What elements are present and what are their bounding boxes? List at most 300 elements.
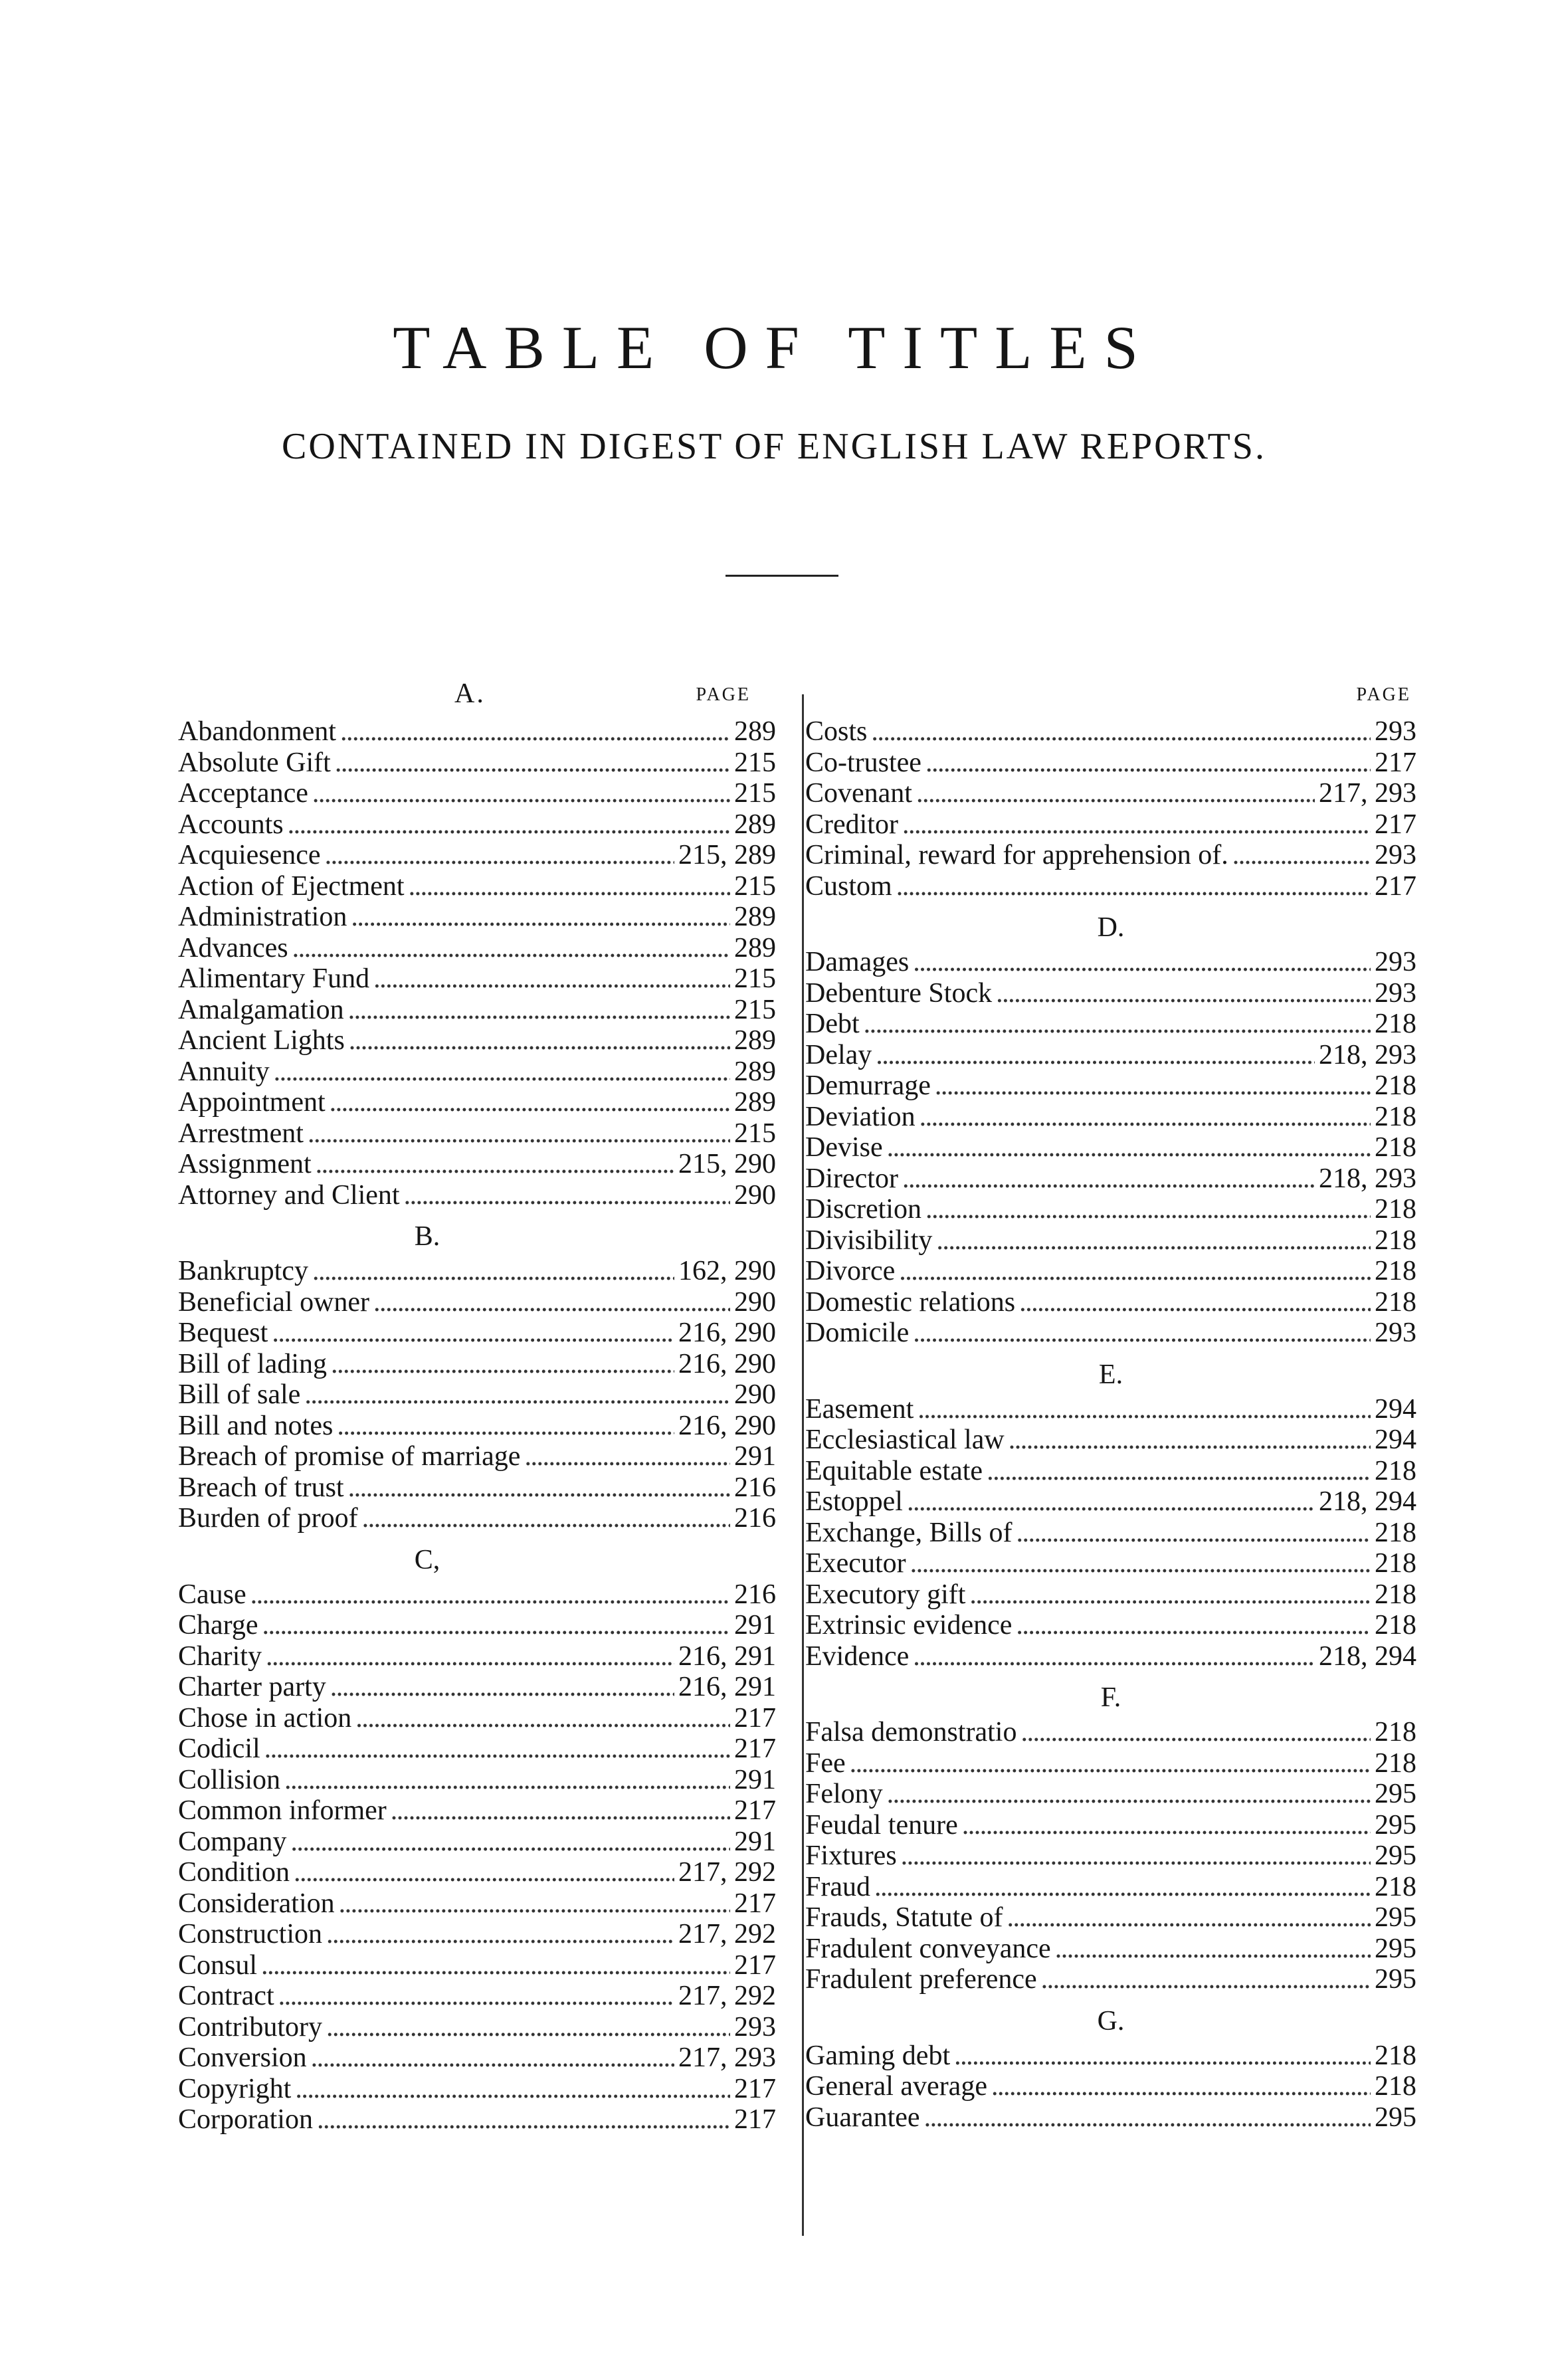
entry-page: 216, 290 [678, 1348, 776, 1379]
entry-title: Domestic relations [805, 1286, 1016, 1318]
entry-title: Action of Ejectment [178, 870, 405, 902]
entry-title: Consideration [178, 1888, 335, 1919]
entry-title: Condition [178, 1857, 290, 1888]
entry-page: 295 [1375, 1902, 1416, 1933]
entry-page: 218, 294 [1319, 1640, 1416, 1672]
entry-title: Ancient Lights [178, 1025, 345, 1056]
index-entry [178, 1472, 776, 1504]
index-entry [805, 978, 1416, 1009]
dot-leader [391, 1795, 730, 1827]
index-entry [178, 1919, 776, 1950]
entry-page: 216, 290 [678, 1318, 776, 1348]
dot-leader [954, 2040, 1371, 2072]
entry-title: Delay [805, 1039, 872, 1070]
entry-title: Creditor [805, 809, 898, 840]
index-entry [805, 1548, 1416, 1579]
entry-title: Acquiesence [178, 840, 321, 870]
entry-title: Contributory [178, 2011, 322, 2042]
entry-title: Charge [178, 1610, 258, 1640]
dot-leader [308, 1118, 730, 1149]
entry-page: 218 [1375, 1225, 1416, 1256]
entry-page: 294 [1375, 1393, 1416, 1425]
left-page-header [178, 678, 776, 716]
index-entry [805, 778, 1416, 809]
index-entry [178, 1287, 776, 1318]
dot-leader [261, 1950, 730, 1981]
entry-page: 291 [734, 1441, 776, 1472]
dot-leader [294, 1857, 674, 1888]
index-entry [805, 1810, 1416, 1841]
index-entry [805, 871, 1416, 902]
index-entry [178, 1256, 776, 1287]
entry-page: 290 [734, 1286, 776, 1318]
dot-leader [925, 1194, 1371, 1225]
entry-page: 295 [1375, 1809, 1416, 1840]
index-entry [805, 1194, 1416, 1225]
entry-page: 289 [734, 1025, 776, 1056]
entry-page: 289 [734, 932, 776, 963]
entry-title: Arrestment [178, 1118, 304, 1149]
dot-leader [925, 747, 1371, 779]
entry-title: Estoppel [805, 1486, 903, 1517]
entry-page: 289 [734, 716, 776, 747]
index-entry [805, 1102, 1416, 1133]
dot-leader [326, 1919, 674, 1950]
entry-page: 216 [734, 1503, 776, 1534]
index-entry [178, 933, 776, 964]
entry-page: 218 [1375, 2040, 1416, 2071]
entry-page: 218 [1375, 1717, 1416, 1747]
index-entry [805, 1225, 1416, 1256]
index-entry [805, 1518, 1416, 1549]
entry-title: Advances [178, 932, 288, 963]
entry-page: 216, 291 [678, 1672, 776, 1702]
entry-title: Guarantee [805, 2102, 920, 2133]
entry-title: Absolute Gift [178, 747, 331, 778]
dot-leader [348, 995, 730, 1026]
entry-page: 291 [734, 1764, 776, 1795]
dot-leader [913, 1318, 1371, 1349]
dot-leader [272, 1318, 674, 1349]
entry-page: 216 [734, 1579, 776, 1610]
index-entry [178, 747, 776, 779]
index-entry [805, 809, 1416, 841]
entry-title: Common informer [178, 1795, 387, 1826]
dot-leader [337, 1411, 674, 1442]
entry-title: Covenant [805, 778, 912, 809]
entry-page: 217 [734, 2073, 776, 2104]
index-entry [805, 1840, 1416, 1872]
dot-leader [991, 2071, 1371, 2102]
entry-page: 291 [734, 1610, 776, 1640]
dot-leader [524, 1441, 730, 1472]
index-entry [805, 1163, 1416, 1195]
entry-page: 293 [734, 2011, 776, 2042]
entry-title: Corporation [178, 2104, 313, 2135]
entry-page: 293 [1375, 977, 1416, 1009]
dot-leader [936, 1225, 1371, 1256]
entry-page: 289 [734, 1087, 776, 1118]
dot-leader [304, 1379, 730, 1411]
entry-page: 217 [734, 1795, 776, 1826]
index-entry [178, 902, 776, 933]
entry-page: 218, 293 [1319, 1163, 1416, 1194]
dot-leader [987, 1456, 1371, 1487]
entry-page: 215 [734, 994, 776, 1025]
entry-title: Conversion [178, 2042, 307, 2073]
index-entry [178, 1579, 776, 1611]
entry-page: 295 [1375, 1964, 1416, 1995]
dot-leader [330, 1672, 674, 1703]
entry-title: Acceptance [178, 778, 308, 809]
entry-title: Contract [178, 1981, 274, 2011]
dot-leader [339, 1888, 730, 1920]
dot-leader [913, 1641, 1315, 1672]
index-entry [178, 1149, 776, 1180]
entry-page: 294 [1375, 1425, 1416, 1455]
entry-page: 217 [734, 1702, 776, 1734]
entry-page: 217 [1375, 809, 1416, 840]
entry-page: 216 [734, 1472, 776, 1503]
entry-page: 218 [1375, 1101, 1416, 1132]
entry-page: 289 [734, 1056, 776, 1087]
entry-page: 217 [734, 1888, 776, 1919]
entry-page: 218 [1375, 1256, 1416, 1286]
dot-leader [850, 1748, 1371, 1779]
entry-title: Copyright [178, 2073, 292, 2104]
dot-leader [1055, 1934, 1371, 1965]
index-entry [805, 1425, 1416, 1456]
index-entry [805, 2102, 1416, 2133]
entry-page: 290 [734, 1179, 776, 1211]
dot-leader [901, 1840, 1371, 1872]
dot-leader [335, 747, 730, 779]
dot-leader [996, 978, 1371, 1009]
left-column [178, 678, 776, 2135]
dot-leader [910, 1548, 1371, 1579]
right-page-header [805, 678, 1416, 716]
dot-leader [311, 2042, 674, 2074]
index-entry [178, 1411, 776, 1442]
entry-page: 215 [734, 1118, 776, 1149]
index-entry [178, 1318, 776, 1349]
entry-page: 217 [734, 1734, 776, 1764]
entry-title: Demurrage [805, 1070, 931, 1101]
page-title: TABLE OF TITLES [393, 314, 1155, 381]
index-entry [805, 1287, 1416, 1318]
index-entry [178, 2104, 776, 2135]
index-entry [805, 2040, 1416, 2072]
entry-title: Construction [178, 1919, 322, 1949]
section-letter: C, [414, 1544, 440, 1575]
entry-title: Costs [805, 716, 868, 747]
dot-leader [876, 1040, 1315, 1071]
entry-title: Falsa demonstratio [805, 1717, 1017, 1747]
entry-page: 217, 293 [1319, 778, 1416, 809]
index-entry [178, 1765, 776, 1796]
index-entry [178, 1610, 776, 1641]
entry-title: Charity [178, 1640, 262, 1672]
index-entry [178, 1857, 776, 1888]
entry-title: Fixtures [805, 1840, 897, 1871]
entry-title: Amalgamation [178, 994, 344, 1025]
dot-leader [916, 778, 1315, 809]
index-entry [178, 1441, 776, 1472]
entry-page: 215 [734, 778, 776, 809]
entry-page: 217 [1375, 870, 1416, 902]
entry-page: 218 [1375, 1610, 1416, 1640]
entry-page: 217 [734, 2104, 776, 2135]
entry-title: Company [178, 1826, 287, 1857]
dot-leader [288, 809, 730, 841]
dot-leader [409, 871, 730, 902]
entry-title: Breach of trust [178, 1472, 344, 1503]
entry-page: 218 [1375, 1871, 1416, 1902]
entry-page: 218 [1375, 1132, 1416, 1163]
dot-leader [373, 963, 730, 995]
entry-title: Debt [805, 1009, 860, 1039]
index-entry [178, 1641, 776, 1672]
index-entry [805, 1641, 1416, 1672]
index-entry [805, 1579, 1416, 1611]
entry-page: 218 [1375, 1194, 1416, 1225]
dot-leader [969, 1579, 1371, 1611]
entry-title: Deviation [805, 1101, 916, 1132]
index-entry [178, 1180, 776, 1211]
index-entry [805, 1132, 1416, 1163]
entry-title: Felony [805, 1779, 883, 1809]
dot-leader [907, 1486, 1315, 1518]
dot-leader [278, 1981, 674, 2012]
index-entry [178, 1795, 776, 1827]
entry-title: Bankruptcy [178, 1256, 308, 1286]
entry-title: Feudal tenure [805, 1809, 958, 1840]
entry-title: Devise [805, 1132, 883, 1163]
dot-leader [896, 871, 1371, 902]
entry-page: 215 [734, 747, 776, 778]
entry-page: 289 [734, 809, 776, 840]
index-entry [805, 1872, 1416, 1903]
index-entry [805, 1934, 1416, 1965]
index-entry [178, 1379, 776, 1411]
entry-title: Criminal, reward for apprehension of. [805, 840, 1228, 870]
entry-page: 218 [1375, 1455, 1416, 1486]
index-entry [178, 963, 776, 995]
index-entry [805, 1486, 1416, 1518]
entry-title: Gaming debt [805, 2040, 951, 2071]
dot-leader [902, 1163, 1315, 1195]
entry-page: 217 [1375, 747, 1416, 778]
right-column [805, 678, 1416, 2133]
dot-leader [316, 1149, 674, 1180]
entry-title: Fraud [805, 1871, 870, 1902]
entry-title: Assignment [178, 1149, 312, 1179]
dot-leader [874, 1872, 1371, 1903]
index-entry [178, 809, 776, 841]
index-entry [805, 1964, 1416, 1995]
entry-page: 290 [734, 1379, 776, 1410]
dot-leader [918, 1394, 1371, 1425]
entry-page: 216, 291 [678, 1640, 776, 1672]
dot-leader [404, 1180, 730, 1211]
entry-page: 218, 294 [1319, 1486, 1416, 1517]
entry-title: Frauds, Statute of [805, 1902, 1003, 1933]
entry-title: Attorney and Client [178, 1179, 400, 1211]
entry-title: Fradulent conveyance [805, 1933, 1051, 1964]
entry-title: Equitable estate [805, 1455, 983, 1486]
entry-page: 218 [1375, 2071, 1416, 2102]
dot-leader [902, 809, 1371, 841]
entry-page: 217 [734, 1949, 776, 1981]
index-entry [178, 1087, 776, 1118]
entry-page: 215 [734, 963, 776, 994]
section-letter: G. [1097, 2005, 1125, 2036]
index-entry [178, 1888, 776, 1920]
index-entry [178, 716, 776, 747]
index-entry [805, 1748, 1416, 1779]
entry-page: 293 [1375, 716, 1416, 747]
index-entry [805, 1717, 1416, 1748]
dot-leader [348, 1472, 730, 1504]
index-entry [805, 1394, 1416, 1425]
index-entry [178, 778, 776, 809]
index-entry [805, 1456, 1416, 1487]
index-entry [805, 2071, 1416, 2102]
entry-page: 217, 292 [678, 1919, 776, 1949]
entry-title: Codicil [178, 1734, 260, 1764]
dot-leader [292, 933, 730, 964]
dot-leader [864, 1009, 1371, 1040]
entry-title: General average [805, 2071, 987, 2102]
index-entry [805, 947, 1416, 978]
entry-page: 217, 292 [678, 1857, 776, 1888]
dot-leader [962, 1810, 1371, 1841]
entry-title: Bill of sale [178, 1379, 301, 1410]
index-entry [805, 1610, 1416, 1641]
entry-title: Damages [805, 947, 910, 977]
entry-title: Beneficial owner [178, 1286, 370, 1318]
dot-leader [871, 716, 1371, 747]
entry-page: 216, 290 [678, 1410, 776, 1441]
entry-title: Chose in action [178, 1702, 352, 1734]
entry-page: 289 [734, 902, 776, 932]
entry-page: 293 [1375, 1318, 1416, 1348]
index-entry [178, 1950, 776, 1981]
entry-page: 215, 290 [678, 1149, 776, 1179]
dot-leader [312, 1256, 674, 1287]
entry-page: 293 [1375, 840, 1416, 870]
dot-leader [349, 1025, 730, 1056]
entry-title: Divisibility [805, 1225, 933, 1256]
entry-title: Exchange, Bills of [805, 1517, 1013, 1548]
section-letter: B. [414, 1221, 440, 1252]
entry-page: 218 [1375, 1517, 1416, 1548]
index-entry [178, 995, 776, 1026]
entry-page: 218 [1375, 1548, 1416, 1579]
entry-title: Evidence [805, 1640, 910, 1672]
dot-leader [266, 1641, 674, 1672]
entry-title: Co-trustee [805, 747, 921, 778]
dot-leader [373, 1287, 730, 1318]
entry-page: 218, 293 [1319, 1039, 1416, 1070]
index-entry [178, 1349, 776, 1380]
entry-title: Bequest [178, 1318, 268, 1348]
entry-title: Discretion [805, 1194, 921, 1225]
entry-page: 215, 289 [678, 840, 776, 870]
entry-title: Divorce [805, 1256, 896, 1286]
dot-leader [1020, 1717, 1371, 1748]
entry-title: Breach of promise of marriage [178, 1441, 521, 1472]
dot-leader [325, 840, 674, 871]
entry-title: Alimentary Fund [178, 963, 370, 994]
index-entry [178, 1734, 776, 1765]
section-letter: F. [1100, 1682, 1121, 1713]
dot-leader [1016, 1610, 1371, 1641]
entry-page: 217, 292 [678, 1981, 776, 2011]
index-entry [178, 2012, 776, 2043]
entry-title: Collision [178, 1764, 281, 1795]
entry-title: Accounts [178, 809, 284, 840]
entry-page: 162, 290 [678, 1256, 776, 1286]
dot-leader [935, 1070, 1371, 1102]
index-entry [178, 1118, 776, 1149]
index-entry [805, 1902, 1416, 1934]
dot-leader [290, 1827, 730, 1858]
page-subtitle: CONTAINED IN DIGEST OF ENGLISH LAW REPORTS. [282, 426, 1266, 467]
entry-title: Cause [178, 1579, 246, 1610]
dot-leader [1016, 1518, 1371, 1549]
index-entry [805, 1256, 1416, 1287]
entry-title: Extrinsic evidence [805, 1610, 1013, 1640]
dot-leader [284, 1765, 730, 1796]
index-entry [178, 1025, 776, 1056]
entry-title: Bill and notes [178, 1410, 334, 1441]
entry-title: Charter party [178, 1672, 326, 1702]
dot-leader [326, 2012, 730, 2043]
index-entry [805, 1009, 1416, 1040]
dot-leader [330, 1087, 730, 1118]
index-entry [805, 1040, 1416, 1071]
entry-page: 218 [1375, 1579, 1416, 1610]
section-letter: D. [1097, 912, 1125, 943]
dot-leader [312, 778, 730, 809]
index-entry [178, 1672, 776, 1703]
dot-leader [317, 2104, 730, 2135]
entry-page: 291 [734, 1826, 776, 1857]
dot-leader [295, 2074, 730, 2105]
entry-page: 217, 293 [678, 2042, 776, 2073]
dot-leader [887, 1132, 1371, 1163]
dot-leader [264, 1734, 730, 1765]
entry-title: Administration [178, 902, 347, 932]
dot-leader [331, 1349, 674, 1380]
dot-leader [250, 1579, 730, 1611]
entry-title: Executory gift [805, 1579, 966, 1610]
dot-leader [1232, 840, 1371, 871]
dot-leader [887, 1779, 1371, 1810]
dot-leader [340, 716, 730, 747]
entry-page: 218 [1375, 1009, 1416, 1039]
dot-leader [899, 1256, 1371, 1287]
index-entry [805, 1779, 1416, 1810]
entry-page: 295 [1375, 1933, 1416, 1964]
index-entry [178, 1056, 776, 1088]
index-entry [178, 1981, 776, 2012]
entry-title: Ecclesiastical law [805, 1425, 1005, 1455]
dot-leader [351, 902, 730, 933]
entry-title: Abandonment [178, 716, 336, 747]
entry-title: Easement [805, 1393, 914, 1425]
